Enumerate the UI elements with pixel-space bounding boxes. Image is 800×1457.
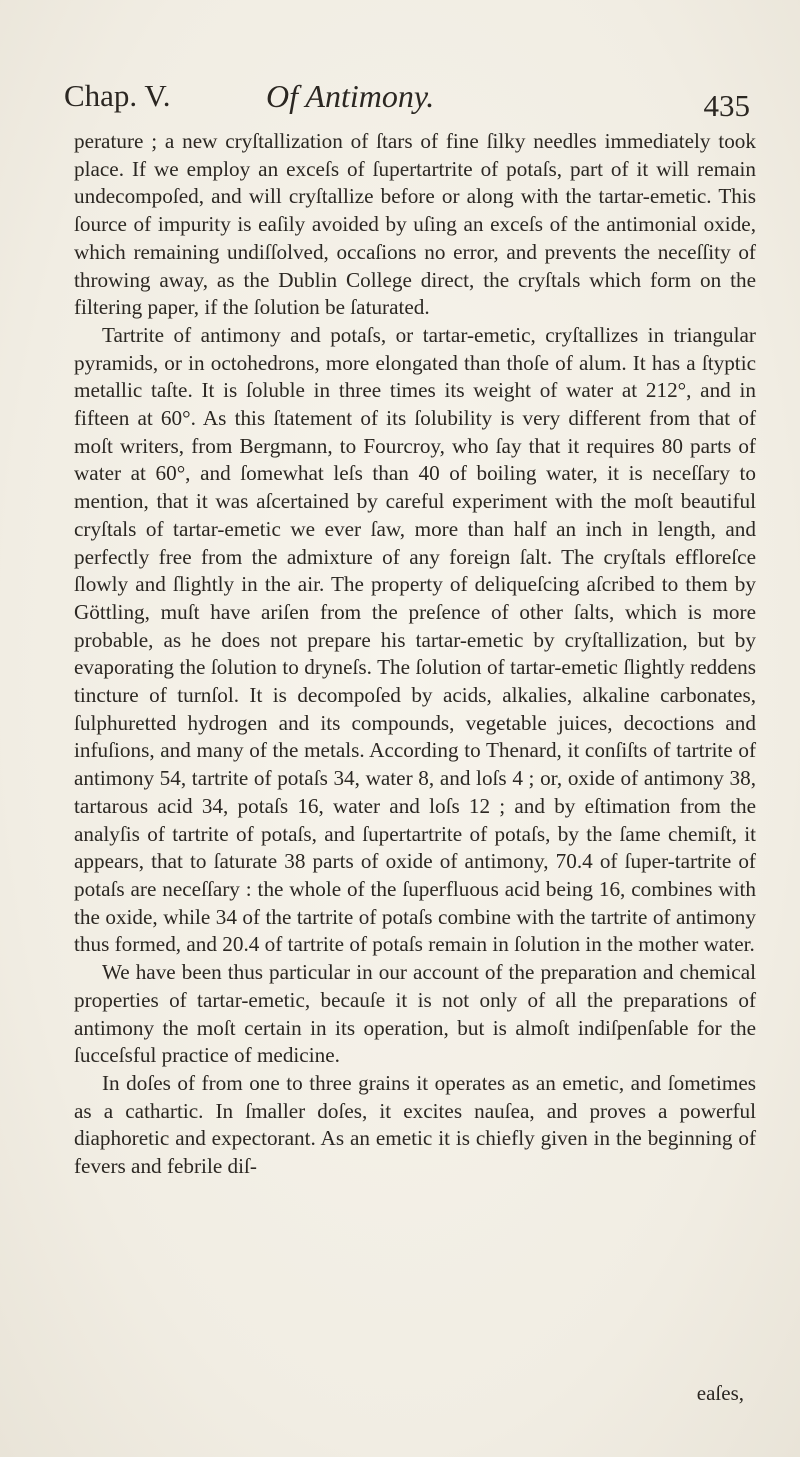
paragraph-1: perature ; a new cryſtallization of ſtars of fine ſilky needles immediately took place. If we employ an exceſs of ſupertartrite of potaſs, part of it will remain undecompoſed, and will cryſtallize before or along with the tartar-emetic. This ſource of impurity is eaſily avoided by uſing an exceſs of the antimonial oxide, which remaining undiſſolved, occaſions no error, and prevents the neceſſity of throwing away, as the Dublin College direct, the cryſtals which form on the filtering paper, if the ſolution be ſaturated. [74,129,756,320]
paragraph-4: In doſes of from one to three grains it operates as an emetic, and ſometimes as a cathartic. In ſmaller doſes, it excites nauſea, and proves a powerful diaphoretic and expectorant. As an emetic it is chiefly given in the beginning of fevers and febrile diſ- [74,1070,756,1179]
chapter-label: Chap. V. [64,78,171,113]
body-text [74,128,756,1181]
running-header [64,78,750,122]
page-number: 435 [703,88,750,123]
catchword: eaſes, [696,1381,744,1405]
running-title: Of Antimony. [266,78,435,114]
paragraph-3: We have been thus particular in our account of the preparation and chemical properties of tartar-emetic, becauſe it is not only of all the preparations of antimony the moſt certain in its operation, but is almoſt indiſpenſable for the ſucceſsful practice of medicine. [74,960,756,1068]
paragraph-2: Tartrite of antimony and potaſs, or tartar-emetic, cryſtallizes in triangular pyramids, or in octohedrons, more elongated than thoſe of alum. It has a ſtyptic metallic taſte. It is ſoluble in three times its weight of water at 212°, and in fifteen at 60°. As this ſtatement of its ſolubility is very different from that of moſt writers, from Bergmann, to Fourcroy, who ſay that it requires 80 parts of water at 60°, and ſomewhat leſs than 40 of boiling water, it is neceſſary to mention, that it was aſcertained by careful experiment with the moſt beautiful cryſtals of tartar-emetic we ever ſaw, more than half an inch in length, and perfectly free from the admixture of any foreign ſalt. The cryſtals effloreſce ſlowly and ſlightly in the air. The property of deliqueſcing aſcribed to them by Göttling, muſt have ariſen from the preſence of other ſalts, which is more probable, as he does not prepare his tartar-emetic by cryſtallization, but by evaporating the ſolution to dryneſs. The ſolution of tartar-emetic ſlightly reddens tincture of turnſol. It is decompoſed by acids, alkalies, alkaline carbonates, ſulphuretted hydrogen and its compounds, vegetable juices, decoctions and infuſions, and many of the metals. According to Thenard, it conſiſts of tartrite of antimony 54, tartrite of potaſs 34, water 8, and loſs 4 ; or, oxide of antimony 38, tartarous acid 34, potaſs 16, water and loſs 12 ; and by eſtimation from the analyſis of tartrite of potaſs, and ſupertartrite of potaſs, by the ſame chemiſt, it appears, that to ſaturate 38 parts of oxide of antimony, 70.4 of ſuper-tartrite of potaſs are neceſſary : the whole of the ſuperfluous acid being 16, combines with the oxide, while 34 of the tartrite of potaſs combine with the tartrite of antimony thus formed, and 20.4 of tartrite of potaſs remain in ſolution in the mother water. [74,322,756,957]
